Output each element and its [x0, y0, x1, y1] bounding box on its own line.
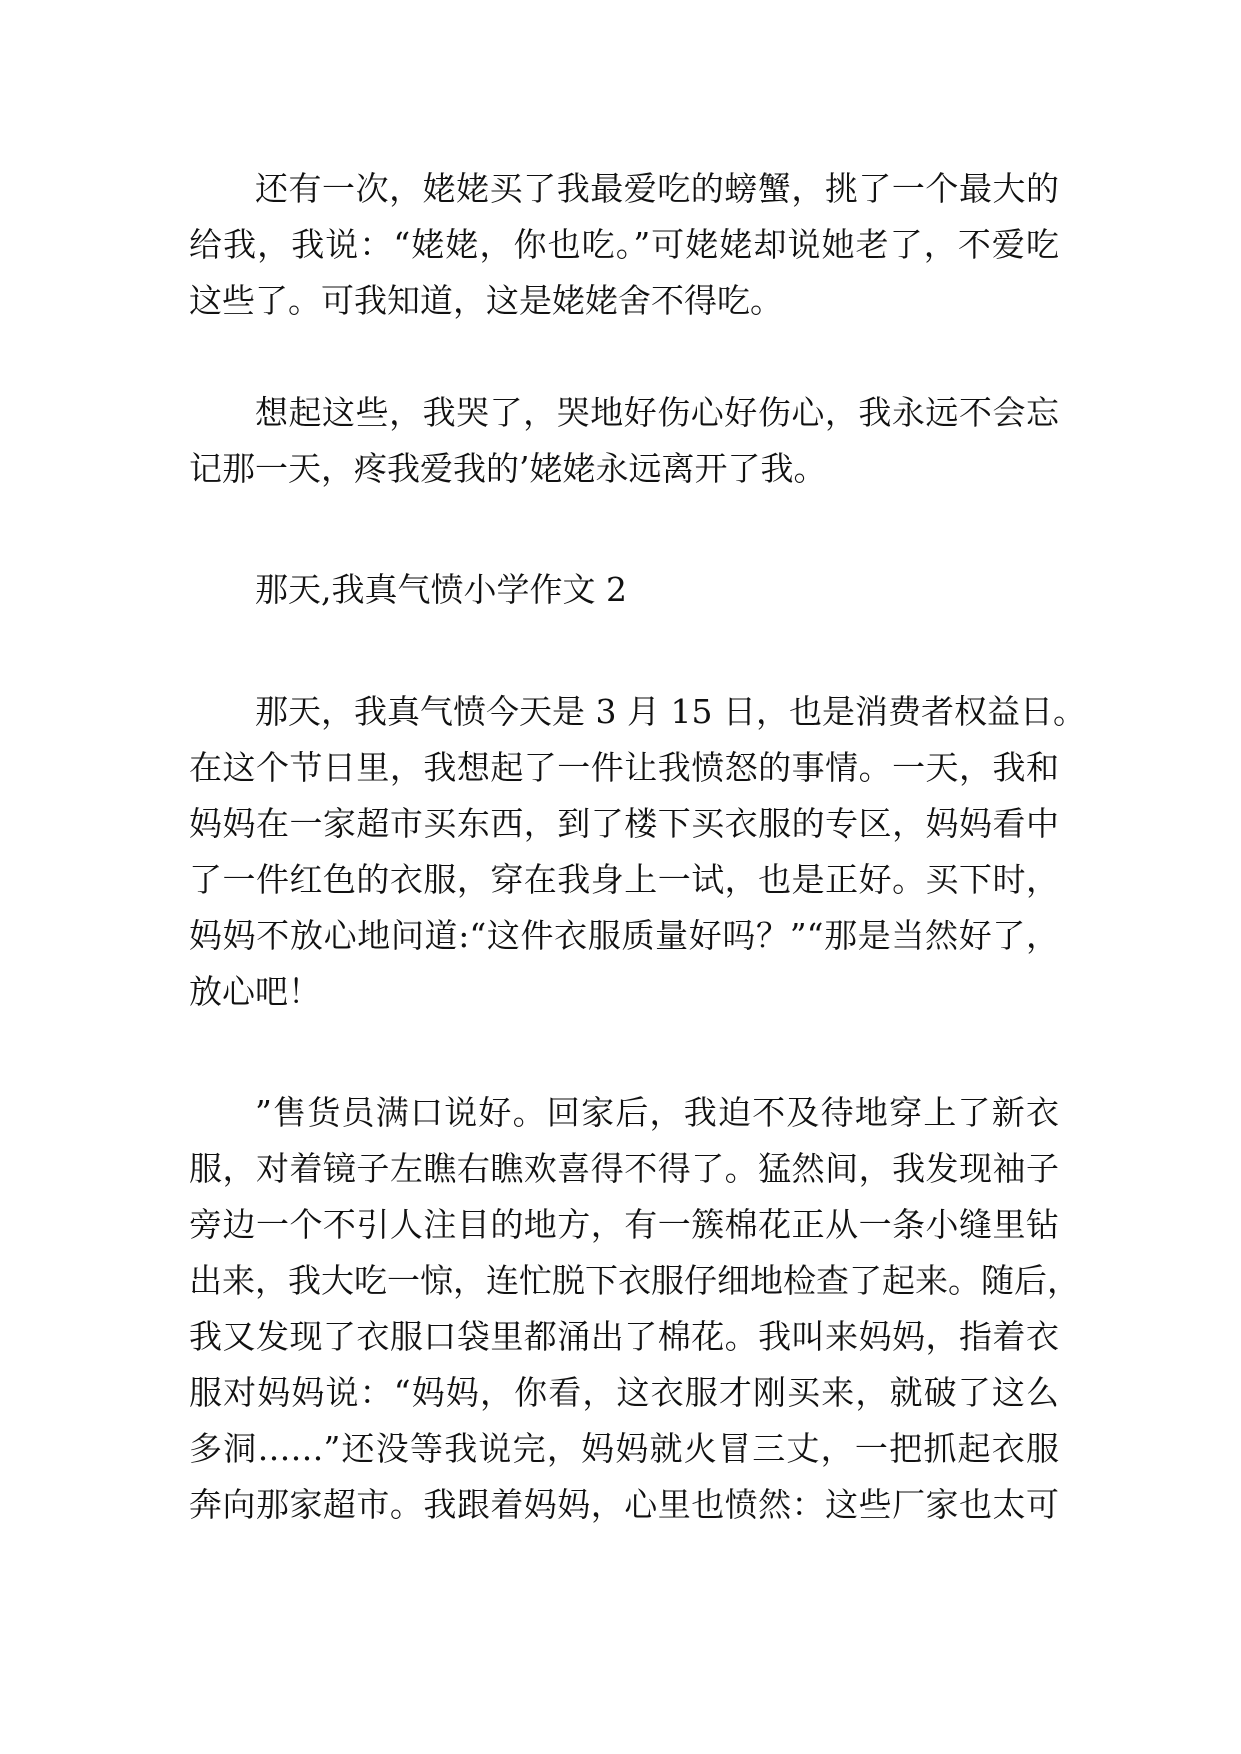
- paragraph-4-line-5: 我又发现了衣服口袋里都涌出了棉花。我叫来妈妈，指着衣: [189, 1317, 1059, 1356]
- paragraph-1-line-3: 这些了。可我知道，这是姥姥舍不得吃。: [189, 281, 783, 320]
- paragraph-3-line-1: 那天，我真气愤今天是 3 月 15 日，也是消费者权益日。: [255, 692, 1086, 731]
- essay-title: 那天,我真气愤小学作文 2: [255, 570, 627, 609]
- paragraph-4-line-3: 旁边一个不引人注目的地方，有一簇棉花正从一条小缝里钻: [189, 1205, 1059, 1244]
- paragraph-4-line-7: 多洞……”还没等我说完，妈妈就火冒三丈，一把抓起衣服: [189, 1429, 1059, 1468]
- paragraph-4-line-8: 奔向那家超市。我跟着妈妈，心里也愤然：这些厂家也太可: [189, 1485, 1059, 1524]
- paragraph-4-line-4: 出来，我大吃一惊，连忙脱下衣服仔细地检查了起来。随后，: [189, 1261, 1080, 1300]
- paragraph-3-line-4: 了一件红色的衣服，穿在我身上一试，也是正好。买下时，: [189, 860, 1059, 899]
- paragraph-2-line-2: 记那一天，疼我爱我的’姥姥永远离开了我。: [189, 449, 827, 488]
- paragraph-3-line-2: 在这个节日里，我想起了一件让我愤怒的事情。一天，我和: [189, 748, 1059, 787]
- paragraph-1-line-2: 给我，我说：“姥姥，你也吃。”可姥姥却说她老了，不爱吃: [189, 225, 1059, 264]
- paragraph-4-line-6: 服对妈妈说：“妈妈，你看，这衣服才刚买来，就破了这么: [189, 1373, 1059, 1412]
- paragraph-4-line-2: 服，对着镜子左瞧右瞧欢喜得不得了。猛然间，我发现袖子: [189, 1149, 1059, 1188]
- paragraph-3-line-5: 妈妈不放心地问道:“这件衣服质量好吗？”“那是当然好了，: [189, 916, 1059, 955]
- paragraph-2-line-1: 想起这些，我哭了，哭地好伤心好伤心，我永远不会忘: [255, 393, 1059, 432]
- paragraph-3-line-3: 妈妈在一家超市买东西，到了楼下买衣服的专区，妈妈看中: [189, 804, 1059, 843]
- paragraph-4-line-1: ”售货员满口说好。回家后，我迫不及待地穿上了新衣: [255, 1093, 1059, 1132]
- paragraph-3-line-6: 放心吧！: [189, 972, 321, 1011]
- paragraph-1-line-1: 还有一次，姥姥买了我最爱吃的螃蟹，挑了一个最大的: [255, 169, 1059, 208]
